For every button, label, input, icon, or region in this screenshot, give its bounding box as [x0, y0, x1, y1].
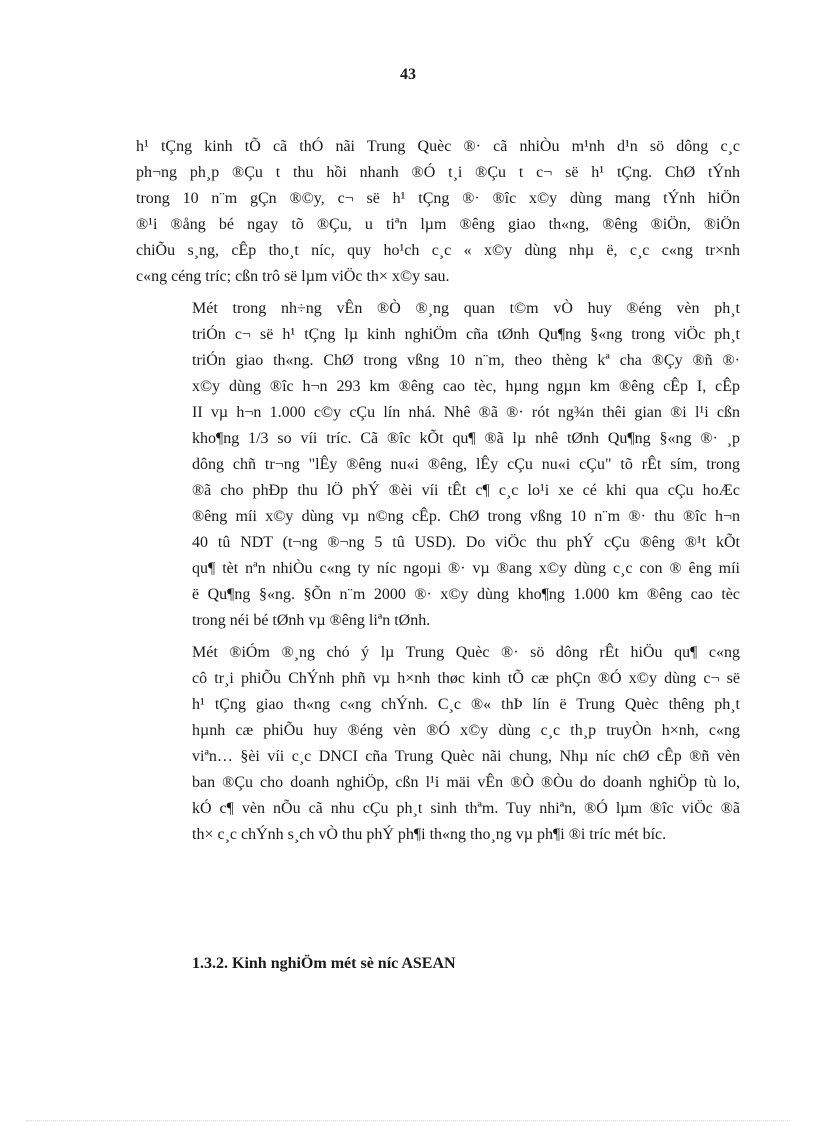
- text-line: viªn… §èi víi c¸c DNCI cña Trung Quèc nãi chung, Nhµ níc chØ cÊp ®ñ vèn: [192, 748, 740, 765]
- text-line: x©y dùng ®îc h¬n 293 km ®êng cao tèc, hµng ngµn km ®êng cÊp I, cÊp: [192, 378, 740, 395]
- text-line: ë Qu¶ng §«ng. §Õn n¨m 2000 ®· x©y dùng kho¶ng 1.000 km ®êng cao tèc: [192, 586, 740, 603]
- body-text: [136, 134, 740, 854]
- text-line: ph¬ng ph¸p ®Çu t thu hồi nhanh ®Ó t¸i ®Çu t c¬ së h¹ tÇng. ChØ tÝnh: [136, 164, 740, 181]
- section-heading: 1.3.2. Kinh nghiÖm mét sè níc ASEAN: [192, 955, 456, 972]
- text-line: ®êng míi x©y dùng vµ n©ng cÊp. ChØ trong vßng 10 n¨m ®· thu ®îc h¬n: [192, 508, 740, 525]
- text-line: kho¶ng 1/3 so víi tríc. Cã ®îc kÕt qu¶ ®ã lµ nhê tØnh Qu¶ng §«ng ®· ¸p: [192, 430, 740, 447]
- text-line: 40 tû NDT (t¬ng ®¬ng 5 tû USD). Do viÖc thu phÝ cÇu ®êng ®¹t kÕt: [192, 534, 740, 551]
- text-line: trong 10 n¨m gÇn ®©y, c¬ së h¹ tÇng ®· ®îc x©y dùng mang tÝnh hiÖn: [136, 190, 740, 207]
- paragraph: [136, 296, 740, 634]
- text-line: trong néi bé tØnh vµ ®êng liªn tØnh.: [192, 612, 431, 629]
- text-line: h¹ tÇng giao th«ng c«ng chÝnh. C¸c ®« thÞ lín ë Trung Quèc thêng ph¸t: [192, 696, 740, 713]
- paragraph: [136, 134, 740, 290]
- text-line: ®ã cho phÐp thu lÖ phÝ ®èi víi tÊt c¶ c¸c lo¹i xe cé khi qua cÇu hoÆc: [192, 482, 740, 499]
- text-line: hµnh cæ phiÕu huy ®éng vèn ®Ó x©y dùng c¸c th¸p truyÒn h×nh, c«ng: [192, 722, 740, 739]
- text-line: II vµ h¬n 1.000 c©y cÇu lín nhá. Nhê ®ã ®· rót ng¾n thêi gian ®i l¹i cßn: [192, 404, 740, 421]
- text-line: h¹ tÇng kinh tÕ cã thÓ nãi Trung Quèc ®· cã nhiÒu m¹nh d¹n sö dông c¸c: [136, 138, 740, 155]
- text-line: triÓn c¬ së h¹ tÇng lµ kinh nghiÖm cña tØnh Qu¶ng §«ng trong viÖc ph¸t: [192, 326, 740, 343]
- text-line: ®¹i ®ång bé ngay tõ ®Çu, u tiªn lµm ®êng giao th«ng, ®êng ®iÖn, ®iÖn: [136, 216, 740, 233]
- text-line: chiÕu s¸ng, cÊp tho¸t níc, quy ho¹ch c¸c « x©y dùng nhµ ë, c¸c c«ng tr×nh: [136, 242, 740, 259]
- text-line: kÓ c¶ vèn nÕu cã nhu cÇu ph¸t sinh thªm. Tuy nhiªn, ®Ó lµm ®îc viÖc ®ã: [192, 800, 740, 817]
- page-number: 43: [400, 66, 416, 83]
- text-line: Mét ®iÓm ®¸ng chó ý lµ Trung Quèc ®· sö dông rÊt hiÖu qu¶ c«ng: [192, 644, 740, 661]
- page-bottom-rule: [26, 1120, 790, 1121]
- text-line: triÓn giao th«ng. ChØ trong vßng 10 n¨m, theo thèng kª cha ®Çy ®ñ ®·: [192, 352, 740, 369]
- paragraph: [136, 640, 740, 848]
- text-line: cô tr¸i phiÕu ChÝnh phñ vµ h×nh thøc kinh tÕ cæ phÇn ®Ó x©y dùng c¬ së: [192, 670, 740, 687]
- text-line: th× c¸c chÝnh s¸ch vÒ thu phÝ ph¶i th«ng tho¸ng vµ ph¶i ®i tríc mét bíc.: [192, 826, 667, 843]
- text-line: dông chñ tr¬ng "lÊy ®êng nu«i ®êng, lÊy cÇu nu«i cÇu" tõ rÊt sím, trong: [192, 456, 740, 473]
- text-line: c«ng céng tríc; cßn trô së lµm viÖc th× x©y sau.: [136, 268, 450, 285]
- text-line: ban ®Çu cho doanh nghiÖp, cßn l¹i mäi vÊn ®Ò ®Òu do doanh nghiÖp tù lo,: [192, 774, 740, 791]
- text-line: Mét trong nh÷ng vÊn ®Ò ®¸ng quan t©m vÒ huy ®éng vèn ph¸t: [192, 300, 740, 317]
- text-line: qu¶ tèt nªn nhiÒu c«ng ty níc ngoµi ®· vµ ®ang x©y dùng c¸c con ® êng míi: [192, 560, 740, 577]
